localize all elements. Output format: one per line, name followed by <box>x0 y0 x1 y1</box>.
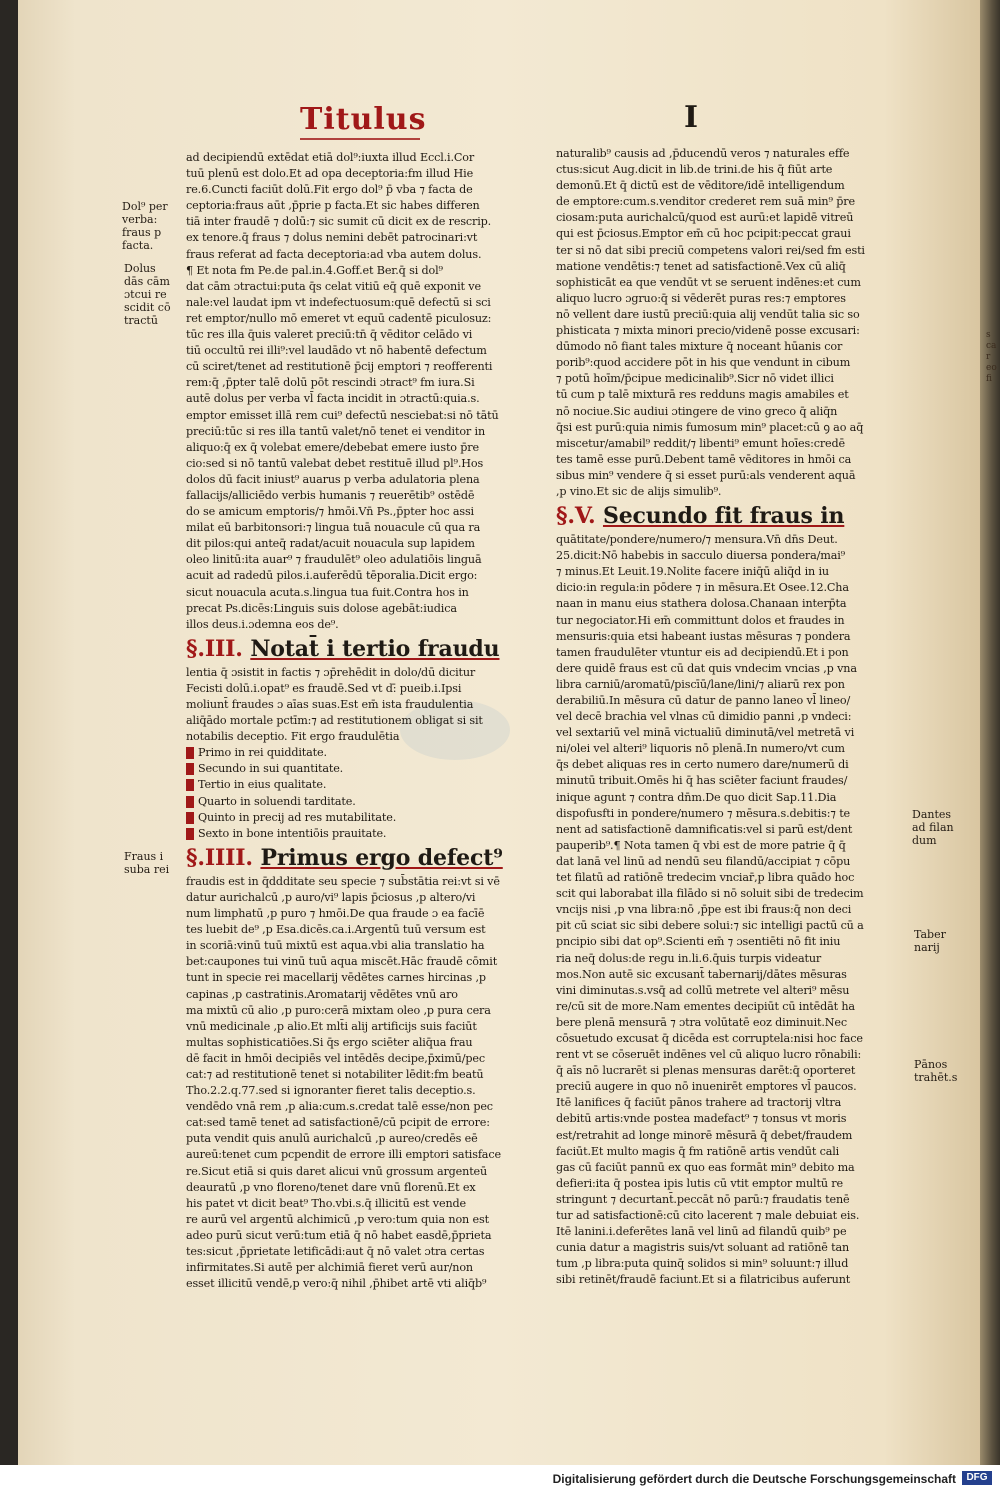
text-line: milat eū barbitonsori:⁊ lingua tuā nouacule cū qua ra <box>186 521 481 535</box>
text-line: tūc res illa q̄uis valeret preciū:tn̄ q̄ vēditor celādo vi <box>186 328 473 342</box>
text-line: dūmodo nō fiant tales mixture q̄ noceant hūanis cor <box>556 340 843 354</box>
text-line: miscetur/amabil⁹ reddit/⁊ libenti⁹ emunt hoīes:credē <box>556 436 846 450</box>
margin-note-line: trahēt.s <box>914 1071 958 1084</box>
text-line: cio:sed si nō tantū valebat debet restituē illud pl⁹.Hos <box>186 456 484 470</box>
text-line: dē facit in hmōi decipiēs vel intēdēs decipe,p̄ximū/pec <box>186 1051 485 1065</box>
text-line: Tertio in eius qualitate. <box>186 777 544 793</box>
text-line: q̄s debet aliquas res in certo numero dare/numerū di <box>556 758 849 772</box>
text-line: porib⁹:quod accidere pōt in his que vendunt in cibum <box>556 356 851 370</box>
text-line: capinas ,p castratinis.Aromatarij vēdētes vnū aro <box>186 987 458 1001</box>
text-line: cat:sed tamē tenet ad satisfactionē/cū pcipit de errore: <box>186 1116 490 1130</box>
text-line: Tho.2.2.q.77.sed si ignoranter fieret talis deceptio.s. <box>186 1084 476 1098</box>
text-line: num limphatū ,p puro ⁊ hmōi.De qua fraude ɔ ea facīē <box>186 907 485 921</box>
text-line: aliquo lucro ɔgruo:q̄ si vēderēt puras res:⁊ emptores <box>556 291 846 305</box>
text-line: his patet vt dicit beat⁹ Tho.vbi.s.q̄ illicitū est vende <box>186 1196 466 1210</box>
text-line: moliunt̄ fraudes ɔ aīas suas.Est em̄ ista fraudulentia <box>186 698 474 711</box>
text-line: tum ,p libra:puta quinq̄ solidos si min⁹ soluunt:⁊ illud <box>556 1257 849 1271</box>
text-line: pit cū sciat sic sibi debere solui:⁊ sic intelligi pactū cū a <box>556 919 864 933</box>
margin-note-line: tractū <box>124 314 158 327</box>
text-line: mos.Non autē sic excusant̄ tabernarij/dātes mēsuras <box>556 967 847 981</box>
text-line: preciū:tūc si res illa tantū valet/nō tenet ei venditor in <box>186 424 486 438</box>
section-marker: §.IIII. <box>186 844 253 871</box>
text-line: dicio:in regula:in pōdere ⁊ in mēsura.Et Osee.12.Cha <box>556 581 849 595</box>
text-line: dolos dū facit iniust⁹ auarus p verba adulatoria plena <box>186 472 480 486</box>
text-line: vendēdo vnā rem ,p alia:cum.s.credat talē esse/non pec <box>186 1100 493 1114</box>
margin-note-line: Taber <box>914 928 946 941</box>
text-line: ciosam:puta aurichalcū/quod est aurū:et lapidē vitreū <box>556 211 854 225</box>
running-title: Titulus <box>300 102 427 137</box>
section-4-text <box>186 874 544 1292</box>
folio-number: I <box>684 100 699 135</box>
margin-note-line: ad filan <box>912 821 954 834</box>
text-line: tamen fraudulēter vtuntur eis ad decipiendū.Et i pon <box>556 645 849 659</box>
text-line: tunt in specie rei macellarij vēdētes carnes hircinas ,p <box>186 971 486 985</box>
text-line: deauratū ,p vno floreno/tenet dare vnū florenū.Et ex <box>186 1180 476 1194</box>
text-line: ret emptor/nullo mō emeret vt equū cadentē piculosuz: <box>186 311 492 325</box>
text-line: notabilis deceptio. Fit ergo fraudulētia <box>186 730 400 744</box>
section-heading-5 <box>556 502 908 530</box>
text-line: vel sextariū vel minā victualiū diminutā/vel metretā vi <box>556 726 855 740</box>
margin-note-line: narij <box>914 941 940 954</box>
text-line: demonū.Et q̄ dictū est de vēditore/idē intelligendum <box>556 179 845 193</box>
text-line: bere plenā mensurā ⁊ ɔtra volūtatē eoz diminuit.Nec <box>556 1015 847 1029</box>
text-line: tet filatū ad ratiōnē tredecim vnciar̄,p libra quādo hoc <box>556 871 855 885</box>
text-line: q̄si est purū:quia nimis fumosum min⁹ placet:cū ꝯ ao aq̄ <box>556 420 864 434</box>
margin-note-line: Dolus <box>124 262 156 275</box>
text-line: derabiliū.In mēsura cū datur de panno laneo vl̄ lineo/ <box>556 694 851 707</box>
text-line: ctus:sicut Aug.dicit in lib.de trini.de his q̄ fiūt arte <box>556 163 833 177</box>
text-line: do se amicum emptoris/⁊ hmōi.Vn̄ Ps.,p̄pter hoc assi <box>186 505 474 519</box>
margin-note-line: dās cām <box>124 275 170 288</box>
text-line: Itē lanifices q̄ faciūt pānos trahere ad tractorij vltra <box>556 1096 842 1110</box>
text-line: aureū:tenet cum pcpendit de errore illi emptori satisface <box>186 1148 501 1162</box>
text-line: ni/olei vel alteri⁹ liquoris nō plenā.In numero/vt cum <box>556 742 845 756</box>
edge-glyph: ca <box>986 341 997 351</box>
text-line: sicut nouacula acuta.s.lingua tua fuit.Contra hos in <box>186 585 469 599</box>
section-marker: §.V. <box>556 503 596 530</box>
text-line: pncipio sibi dat op⁹.Scienti em̄ ⁊ ɔsentiēti nō fit iniu <box>556 935 841 949</box>
edge-glyph: fi <box>986 374 993 384</box>
text-line: re.Sicut etiā si quis daret alicui vnū grossum argenteū <box>186 1164 488 1178</box>
text-line: Secundo in sui quantitate. <box>186 761 544 777</box>
text-line: ⁊ potū hoīm/p̄cipue medicinalib⁹.Sicr nō videt illici <box>556 372 834 386</box>
text-line: aliquo:q̄ ex q̄ volebat emere/debebat emere iusto p̄re <box>186 440 479 454</box>
text-line: quātitate/pondere/numero/⁊ mensura.Vn̄ dn̄s Deut. <box>556 533 838 547</box>
text-line: re.6.Cuncti faciūt dolū.Fit ergo dol⁹ p̄ vba ⁊ facta de <box>186 183 473 197</box>
text-line: acuit ad radedū pilos.i.auferēdū tēporalia.Dicit ergo: <box>186 569 478 583</box>
text-line: re/cū sit de more.Nam ementes decipiūt cū intēdāt ha <box>556 999 855 1013</box>
text-line: infirmitates.Si autē per alchimiā fieret verū aur/non <box>186 1261 473 1275</box>
text-line: inique agunt ⁊ contra dn̄m.De quo dicit Sap.11.Dia <box>556 790 837 804</box>
text-line: rent vt se cōseruēt indēnes vel cū aliquo lucro rōnabili: <box>556 1048 862 1062</box>
text-line: nō nociue.Sic audiui ɔtingere de vino greco q̄ aliq̄n <box>556 404 838 418</box>
text-line: tuū plenū est dolo.Et ad opa deceptoria:fm illud Hie <box>186 167 474 181</box>
text-line: nale:vel laudat ipm vt indefectuosum:quē defectū si sci <box>186 295 491 309</box>
fraud-kinds-list <box>186 745 544 842</box>
text-line: cū sciret/tenet ad restitutionē p̄cij emptori ⁊ reofferenti <box>186 360 493 374</box>
text-line: tiā inter fraudē ⁊ dolū:⁊ sic sumit cū dicit ex de rescrip. <box>186 215 492 229</box>
text-line: dispofusfti in pondere/numero ⁊ mēsura.s.debitis:⁊ te <box>556 806 851 820</box>
text-line: tū cum p talē mixturā res redduns magis amabiles et <box>556 388 849 402</box>
margin-note-line: Pānos <box>914 1058 948 1071</box>
margin-note-line: verba: <box>122 213 158 226</box>
margin-note-pannos <box>914 1058 957 1084</box>
text-line: cat:⁊ ad restitutionē tenet si notabiliter lēdit:fm beatū <box>186 1067 484 1081</box>
text-line: tur ad satisfactionē:cū cito lacerent ⁊ male debuiat eis. <box>556 1209 860 1222</box>
section-marker: §.III. <box>186 635 243 662</box>
margin-note-line: scidit cō <box>124 301 171 314</box>
text-line: dat cām ɔtractui:puta q̄s celat vitiū eq̄ quē exponit ve <box>186 279 481 293</box>
margin-note-fraus-substantia <box>124 850 169 876</box>
text-line: gas cū faciūt pannū ex quo eas formāt min⁹ debito ma <box>556 1160 855 1174</box>
text-line: qui est p̄ciosus.Emptor em̄ cū hoc pcipit:peccat graui <box>556 227 851 241</box>
text-line: naturalib⁹ causis ad ,p̄ducendū veros ⁊ naturales effe <box>556 147 850 160</box>
text-line: emptor emisset illā rem cui⁹ defectū nesciebat:si nō tātū <box>186 408 499 422</box>
edge-glyph: r <box>986 352 991 362</box>
text-line: Sexto in bone intentiōis prauitate. <box>186 826 544 842</box>
footer-bar <box>0 1465 1000 1493</box>
text-line: stringunt ⁊ decurtant̄.peccāt nō parū:⁊ fraudatis tenē <box>556 1192 850 1206</box>
text-line: minutū tribuit.Omēs hi q̄ has sciēter faciunt fraudes/ <box>556 774 848 788</box>
text-line: fraus referat ad facta deceptoria:ad vba autem dolus. <box>186 247 482 261</box>
text-line: nent ad satisfactionē damnificatis:vel si parū est/dent <box>556 822 853 836</box>
text-line: dat lanā vel linū ad nendū seu filandū/accipiat ⁊ cōpu <box>556 854 851 868</box>
margin-note-line: Fraus i <box>124 850 164 863</box>
text-line: oleo linitū:ita auar⁹ ⁊ fraudulēt⁹ oleo adulatiōis linguā <box>186 553 482 567</box>
section-heading-4 <box>186 844 544 872</box>
text-line: dit pilos:qui anteq̄ radat/acuit nouacula sup lapidem <box>186 537 475 551</box>
text-line: fallacijs/alliciēdo verbis humanis ⁊ reuerētib⁹ ostēdē <box>186 488 475 502</box>
text-line: Itē lanini.i.deferētes lanā vel linū ad filandū quib⁹ pe <box>556 1225 847 1239</box>
text-line: aliq̄ādo mortale pctīm:⁊ ad restitutionem obligat si sit <box>186 714 483 728</box>
text-line: puta vendit quis anulū aurichalcū ,p aureo/credēs eē <box>186 1132 478 1146</box>
facing-page-edge <box>980 0 1000 1465</box>
text-line: ria neq̄ dolus:de regu in.li.6.q̄uis turpis videatur <box>556 951 822 965</box>
text-line: 25.dicit:Nō habebis in sacculo diuersa pondera/mai⁹ <box>556 549 846 563</box>
text-line: dere quidē fraus est cū dat quis vndecim vncias ,p vna <box>556 661 857 675</box>
text-line: ceptoria:fraus aūt ,p̄prie p facta.Et sic habes differen <box>186 199 480 213</box>
text-line: ⁊ minus.Et Leuit.19.Nolite facere iniq̄ū aliq̄d in iu <box>556 565 829 579</box>
margin-note-dolus-verba <box>122 200 168 252</box>
text-line: autē dolus per verba vl̄ facta incidit in ɔtractū:quia.s. <box>186 392 480 406</box>
text-line: ¶ Et nota fm Pe.de pal.in.4.Goff.et Ber.q̄ si dol⁹ <box>186 263 443 277</box>
margin-note-line: facta. <box>122 239 154 252</box>
text-line: preciū augere in quo nō inuenirēt emptores vl̄ paucos. <box>556 1080 857 1094</box>
text-line: Primo in rei quidditate. <box>186 745 544 761</box>
text-line: ter si nō dat sibi preciū competens valori rei/sed fm esti <box>556 243 865 257</box>
text-line: tes:sicut ,p̄prietate letificādi:aut q̄ nō valet ɔtra certas <box>186 1245 485 1258</box>
text-line: rem:q̄ ,p̄pter talē dolū pōt rescindi ɔtract⁹ fm iura.Si <box>186 376 475 390</box>
margin-note-dolus-causam <box>124 262 171 327</box>
text-line: vel decē brachia vel vlnas cū dimidio panni ,p vndeci: <box>556 710 852 724</box>
section-heading-text: Notat̄ i tertio fraudu <box>250 635 500 662</box>
text-line: mensuris:quia etsi habeant iustas mēsuras ⁊ pondera <box>556 629 851 643</box>
right-text-column <box>556 146 908 1288</box>
text-line: adeo purū sicut verū:tum etiā q̄ nō habet easdē,p̄prieta <box>186 1228 492 1242</box>
text-line: sibi retinēt/fraudē faciunt.Et si a filatricibus auferunt <box>556 1273 851 1287</box>
facing-page-glimpse-text <box>986 330 998 385</box>
text-line: phisticata ⁊ mixta minori precio/videnē posse excusari: <box>556 324 860 338</box>
text-line: lentia q̄ ɔsistit in factis ⁊ ɔp̄rehēdit in dolo/dū dicitur <box>186 665 476 679</box>
section-heading-text: Primus ergo defect⁹ <box>260 844 503 871</box>
margin-note-tabernarij <box>914 928 946 954</box>
text-line: Fecisti dolū.i.opat⁹ es fraudē.Sed vt d:̄ pueib.i.Ipsi <box>186 681 462 695</box>
title-underline <box>300 138 420 140</box>
left-column-paragraph <box>186 150 544 633</box>
margin-note-line: suba rei <box>124 863 170 876</box>
margin-note-line: fraus p <box>122 226 162 239</box>
text-line: Quarto in soluendi tarditate. <box>186 794 544 810</box>
section-heading-text: Secundo fit fraus in <box>602 503 845 530</box>
text-line: sophisticāt ea que vendūt vt se seruent indēnes:et cum <box>556 275 861 289</box>
text-line: bet:caupones tui vinū tuū aqua miscēt.Hāc fraudē cōmit <box>186 955 498 969</box>
margin-note-line: dum <box>912 834 937 847</box>
text-line: tes tamē esse purū.Debent tamē vēditores in hmōi ca <box>556 452 852 466</box>
text-line: tur negociator.Hi em̄ committunt dolos et fraudes in <box>556 613 845 627</box>
margin-note-line: Dantes <box>912 808 952 821</box>
text-line: vnū medicinale ,p alio.Et mlt̄i alij artificijs suis faciūt <box>186 1019 477 1033</box>
section-heading-3 <box>186 635 544 663</box>
text-line: esset illicitū vendē,p vero:q̄ nihil ,p̄hibet artē vti aliq̄b⁹ <box>186 1277 487 1291</box>
right-column-paragraph <box>556 146 908 500</box>
margin-note-line: ɔtcui re <box>124 288 167 301</box>
text-line: de emptore:cum.s.venditor crederet rem suā min⁹ p̄re <box>556 195 855 209</box>
text-line: ad decipiendū extēdat etiā dol⁹:iuxta illud Eccl.i.Cor <box>186 151 475 164</box>
edge-glyph: s <box>986 330 991 340</box>
text-line: naan in manu eius stathera dolosa.Chanaan interp̄ta <box>556 597 847 611</box>
text-line: est/retrahit ad longe minorē mēsurā q̄ debet/fraudem <box>556 1128 853 1142</box>
text-line: matione vendētis:⁊ tenet ad satisfactionē.Vex cū aliq̄ <box>556 259 846 273</box>
text-line: sibus min⁹ vendere q̄ si esset purū:als venderent aquā <box>556 468 856 482</box>
text-line: tes luebit de⁹ ,p Esa.dicēs.ca.i.Argentū tuū versum est <box>186 923 486 937</box>
text-line: ,p vino.Et sic de alijs simulib⁹. <box>556 484 722 498</box>
text-line: fraudis est in q̄ddditate seu specie ⁊ sub̄stātia rei:vt si vē <box>186 874 500 888</box>
text-line: ma mixtū cū alio ,p puro:cerā mixtam oleo ,p pura cera <box>186 1003 491 1017</box>
section-3-text <box>186 665 544 745</box>
margin-note-line: Dol⁹ per <box>122 200 168 213</box>
text-line: vncijs nisi ,p vna libra:nō ,p̄pe est ibi fraus:q̄ non deci <box>556 903 852 917</box>
text-line: in scoriā:vinū tuū mixtū est aqua.vbi alia translatio ha <box>186 939 485 953</box>
text-line: ex tenore.q̄ fraus ⁊ dolus nemini debēt patrocinari:vt <box>186 231 478 245</box>
text-line: re aurū vel argentū alchimicū ,p vero:tum quia non est <box>186 1212 489 1226</box>
text-line: datur aurichalcū ,p auro/vi⁹ lapis p̄ciosus ,p altero/vi <box>186 890 476 904</box>
text-line: q̄ aīs nō lucrarēt si plenas mensuras darēt:q̄ oporteret <box>556 1064 856 1078</box>
text-line: cōsuetudo excusat q̄ dicēda est corruptela:nisi hoc face <box>556 1031 863 1045</box>
text-line: multas sophisticatiōes.Si q̄s ergo sciēter aliq̄ua frau <box>186 1035 473 1049</box>
text-line: pauperib⁹.¶ Nota tamen q̄ vbi est de more patrie q̄ q̄ <box>556 838 846 852</box>
funding-notice: Digitalisierung gefördert durch die Deutsche Forschungsgemeinschaft <box>552 1472 956 1486</box>
text-line: scit qui laborabat illa filādo si nō soluit sibi de tredecim <box>556 887 864 901</box>
margin-note-dantes <box>912 808 954 847</box>
text-line: vini diminutas.s.vsq̄ ad collū metrete vel alteri⁹ mēsu <box>556 983 850 997</box>
edge-glyph: eo <box>986 363 997 373</box>
text-line: debitū artis:vnde postea madefact⁹ ⁊ tonsus vt moris <box>556 1112 847 1126</box>
section-5-text <box>556 532 908 1288</box>
text-line: illos deus.i.ɔdemna eos de⁹. <box>186 617 339 631</box>
text-line: defieri:ita q̄ postea ipis lutis cū vtit emptor multū re <box>556 1176 843 1190</box>
text-line: faciūt.Et multo magis q̄ fm ratiōnē artis vendūt cali <box>556 1144 840 1158</box>
dfg-logo: DFG <box>962 1471 992 1485</box>
text-line: precat Ps.dicēs:Linguis suis dolose agebāt:iudica <box>186 601 457 615</box>
text-line: nō vellent dare iustū preciū:quia alij vendūt talia sic so <box>556 307 860 321</box>
text-line: Quinto in precij ad res mutabilitate. <box>186 810 544 826</box>
text-line: libra carniū/aromatū/piscīū/lane/lini/⁊ aliarū rex pon <box>556 677 845 691</box>
text-line: tiū occultū rei illi⁹:vel laudādo vt nō habentē defectum <box>186 344 487 358</box>
left-text-column <box>186 150 544 1292</box>
text-line: cunia datur a magistris suis/vt soluant ad ratiōnē tan <box>556 1241 850 1255</box>
